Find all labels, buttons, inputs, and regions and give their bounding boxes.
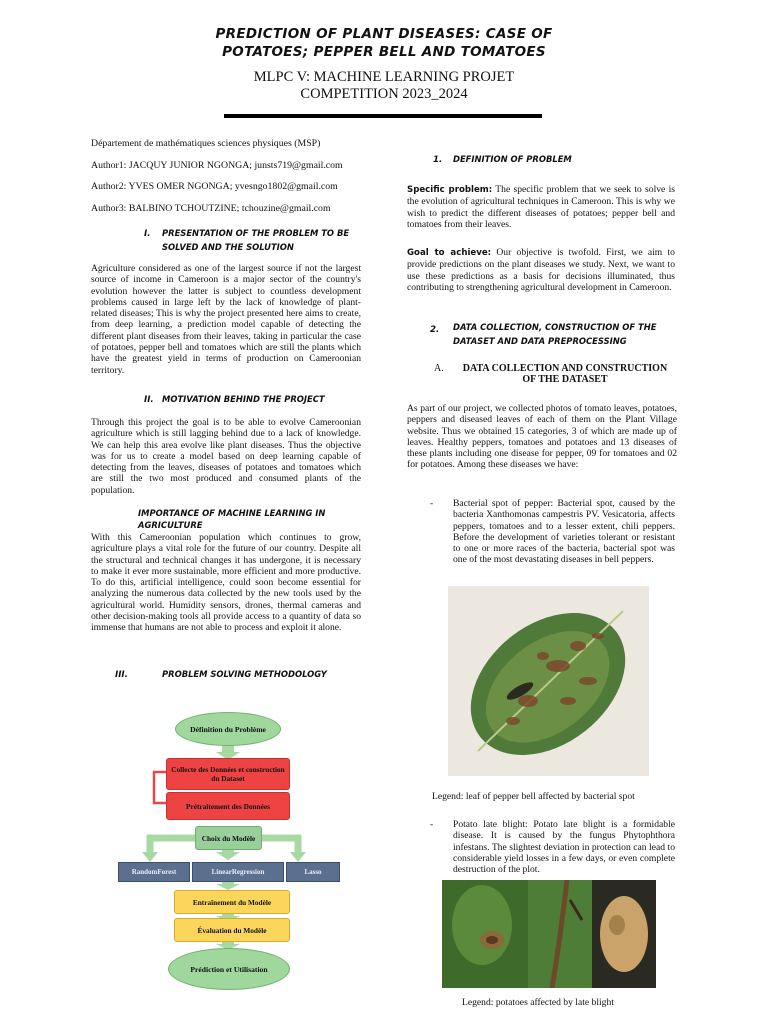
paper-title-line1: PREDICTION OF PLANT DISEASES: CASE OF (215, 26, 553, 42)
paper-subtitle-line2: COMPETITION 2023_2024 (300, 86, 468, 102)
goal-text: Our objective is twofold. First, we aim to provide predictions on the plant diseases we study. Next, we want to use these predictions as a basis for decisions illuminated, thus contributing to strengthening agricultural development in Cameroon. (407, 247, 675, 293)
subsection-a-heading-line2: OF THE DATASET (522, 374, 608, 385)
section1-heading (162, 226, 372, 254)
author2: Author2: YVES OMER NGONGA; yvesngo1802@gmail.com (91, 181, 338, 192)
importance-body: With this Cameroonian population which continues to grow, agriculture plays a vital role for the future of our country. Despite all the structural and technical changes it has undergone, it is necessary to make it ever more sustainable, more efficient and more productive. To do this, artificial intelligence, could soon become essential for analyzing the numerous data collected by the new tools used by the agricultural world. Humidity sensors, drones, thermal cameras and other decision-making tools all provide access to a quantity of data so immense that humans are not able to process and exploit it alone. (91, 532, 361, 634)
specific-problem-text: The specific problem that we seek to solve is the evolution of agricultural techniques in Cameroon. This is why we wish to predict the different diseases of potatoes; pepper bell and tomatoes from their leaves. (407, 184, 675, 230)
author3: Author3: BALBINO TCHOUTZINE; tchouzine@gmail.com (91, 203, 331, 214)
specific-problem-label: Specific problem: (407, 185, 493, 195)
importance-heading-line2: AGRICULTURE (138, 520, 203, 530)
data-collection-body: As part of our project, we collected photos of tomato leaves, potatoes, peppers and diseased leaves of each of them on the Plant Village website. Thus we obtained 15 categories, 3 of which are made up of leaves. Healthy peppers, tomatoes and potatoes and 13 diseases of these plants including one disease for pepper, 09 for tomatoes and 02 for potatoes. Among these diseases we have: (407, 403, 677, 471)
importance-heading-line1: IMPORTANCE OF MACHINE LEARNING IN (138, 508, 326, 518)
goal-label: Goal to achieve: (407, 248, 492, 258)
paper-title-line2: POTATOES; PEPPER BELL AND TOMATOES (222, 44, 546, 60)
data-collection-heading-line1: DATA COLLECTION, CONSTRUCTION OF THE (453, 322, 657, 332)
section1-heading-line1: PRESENTATION OF THE PROBLEM TO BE (162, 228, 350, 238)
importance-heading (138, 507, 368, 531)
flow-step-definition: Définition du Problème (175, 712, 281, 746)
definition-number: 1. (433, 155, 443, 165)
section1-number: I. (144, 229, 151, 239)
bullet1-bacterial-spot: Bacterial spot of pepper: Bacterial spot, caused by the bacteria Xanthomonas campestris PV. Vesicatoria, affects peppers, tomatoes and to a lesser extent, chili peppers. Before the development of varieties tolerant or resistant to one or more races of the bacteria, bacterial spot was one of the most devastating diseases in bell peppers. (453, 498, 675, 566)
bullet2-dash: - (430, 819, 434, 830)
section1-body: Agriculture considered as one of the largest source if not the largest source of income in Cameroon is a major sector of the country's evolution however the latter is subject to countless development problems caused in large left by the lack of knowledge of plant-related diseases; This is why the project presented here aims to create, from deep learning, a prediction model capable of detecting the different plant diseases from their leaves, taking in particular the case of potatoes, pepper bell and tomatoes which are still the plants which have the greatest yield in terms of production on Cameroonian territory. (91, 263, 361, 376)
caption-potato-blight: Legend: potatoes affected by late blight (462, 997, 614, 1008)
section2-number: II. (144, 395, 154, 405)
bullet2-late-blight: Potato late blight: Potato late blight is a formidable disease. It is caused by the fungus Phytophthora infestans. The slightest deviation in protection can lead to considerable yield losses in a few days, or even complete destruction of the plot. (453, 819, 675, 876)
author1: Author1: JACQUY JUNIOR NGONGA; junsts719@gmail.com (91, 160, 343, 171)
flow-step-prediction: Prédiction et Utilisation (168, 948, 290, 990)
potato-blight-illustration (442, 880, 656, 988)
pepper-leaf-illustration (448, 586, 649, 776)
section3-heading: PROBLEM SOLVING METHODOLOGY (162, 669, 327, 679)
data-collection-number: 2. (430, 325, 440, 335)
subsection-a-heading (455, 363, 675, 385)
subsection-a-heading-line1: DATA COLLECTION AND CONSTRUCTION (462, 363, 668, 374)
section2-body: Through this project the goal is to be able to evolve Cameroonian agriculture which is still lagging behind due to a lack of knowledge. We can help this area evolve like plant diseases. Thus the objective was for us to create a model based on deep learning capable of detecting from the leaves, diseases of potatoes and tomatoes which are still the two most produced and consumed plants of the population. (91, 417, 361, 496)
data-collection-heading (453, 320, 673, 348)
flow-step-preprocessing: Prétraitement des Données (166, 792, 290, 820)
section2-heading: MOTIVATION BEHIND THE PROJECT (162, 394, 325, 404)
flow-step-model-choice: Choix du Modèle (195, 826, 262, 850)
flow-model-linearregression: LinearRegression (192, 862, 284, 882)
title-rule (224, 114, 542, 118)
section3-number: III. (115, 670, 128, 680)
flow-model-randomforest: RandomForest (118, 862, 190, 882)
bullet1-dash: - (430, 498, 434, 509)
flow-step-training: Entraînement du Modèle (174, 890, 290, 914)
flow-step-evaluation: Évaluation du Modèle (174, 918, 290, 942)
potato-late-blight-images (442, 880, 656, 988)
definition-heading: DEFINITION OF PROBLEM (453, 154, 572, 164)
pepper-leaf-image (448, 586, 649, 776)
flow-step-collection: Collecte des Données et construction du Dataset (166, 758, 290, 790)
specific-problem-paragraph (407, 184, 675, 230)
flow-model-lasso: Lasso (286, 862, 340, 882)
subsection-a-letter: A. (434, 363, 444, 374)
methodology-flowchart (110, 700, 355, 995)
paper-subtitle-line1: MLPC V: MACHINE LEARNING PROJET (253, 69, 515, 85)
department: Département de mathématiques sciences physiques (MSP) (91, 138, 321, 149)
section1-heading-line2: SOLVED AND THE SOLUTION (162, 242, 294, 252)
caption-pepper-leaf: Legend: leaf of pepper bell affected by bacterial spot (432, 791, 635, 802)
data-collection-heading-line2: DATASET AND DATA PREPROCESSING (453, 336, 627, 346)
goal-paragraph (407, 247, 675, 293)
